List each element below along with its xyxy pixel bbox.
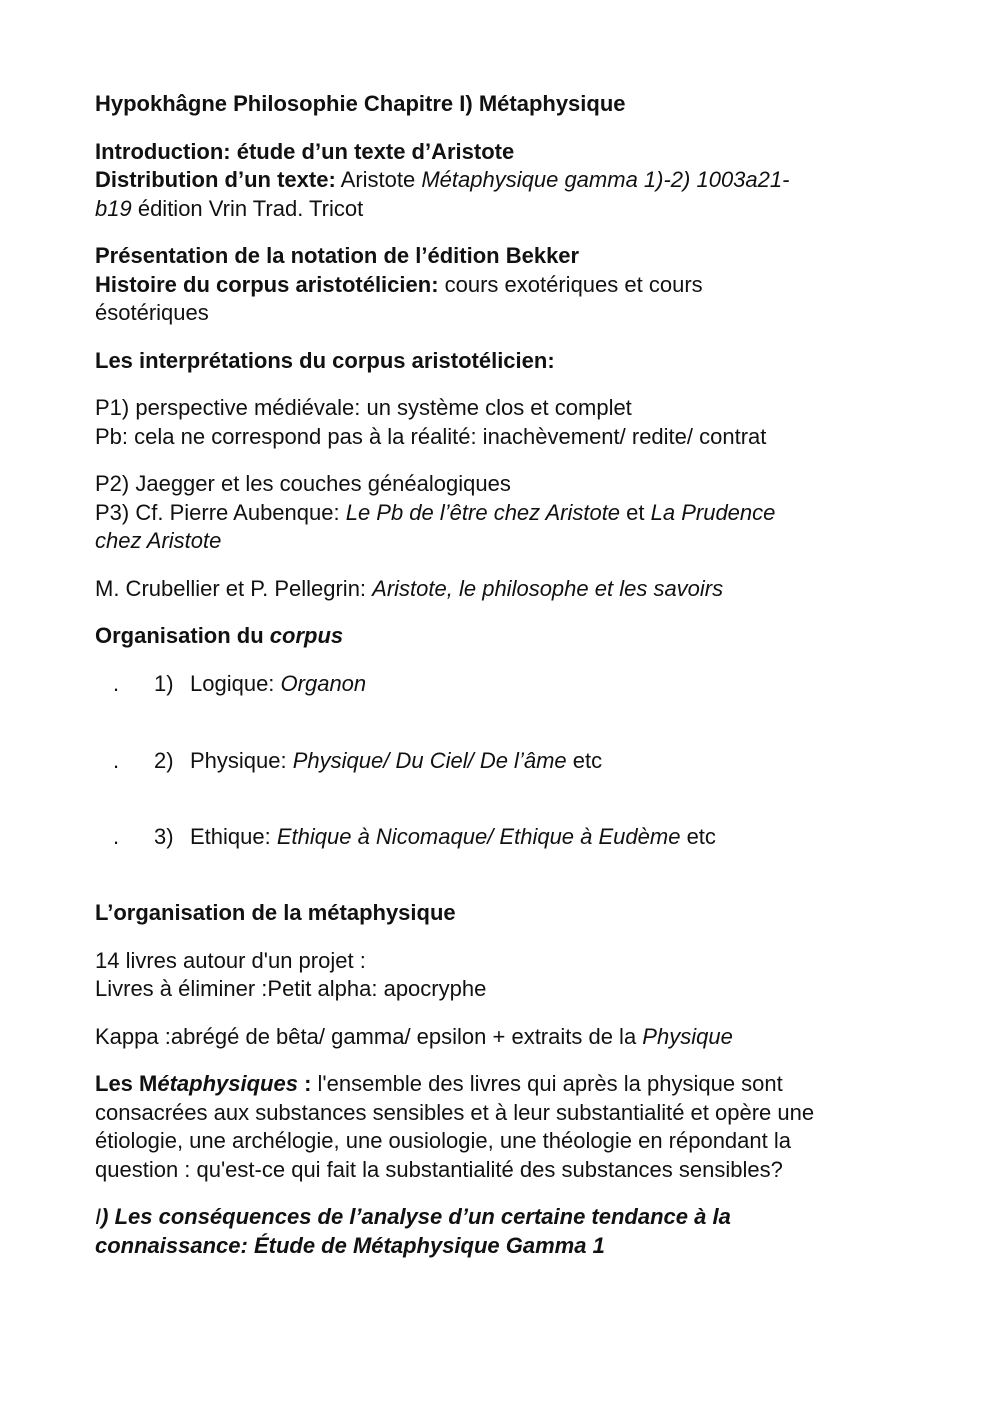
definition-line3: étiologie, une archélogie, une ousiologie, une théologie en répondant la [95, 1128, 791, 1153]
list-bullet: . [113, 823, 120, 849]
livres-block [95, 947, 915, 1004]
definition-line1: Les Métaphysiques : l'ensemble des livres qui après la physique sont [95, 1071, 783, 1096]
p2-p3-block [95, 470, 915, 556]
list-number: 2) [154, 748, 174, 773]
list-number: 3) [154, 823, 174, 849]
bekker-heading: Présentation de la notation de l’édition Bekker [95, 243, 580, 268]
livres-line1: 14 livres autour d'un projet : [95, 947, 366, 973]
history-line: Histoire du corpus aristotélicien: cours exotériques et cours [95, 271, 703, 297]
list-bullet: . [113, 670, 120, 696]
p3-line: P3) Cf. Pierre Aubenque: Le Pb de l’être chez Aristote et La Prudence [95, 499, 776, 525]
list-item [95, 747, 915, 776]
p2-line: P2) Jaegger et les couches généalogiques [95, 471, 511, 496]
metaphysique-org-heading: L’organisation de la métaphysique [95, 900, 456, 925]
p1-block [95, 394, 915, 451]
document-page [95, 90, 915, 1260]
history-line-cont: ésotériques [95, 300, 209, 325]
pb-line: Pb: cela ne correspond pas à la réalité: inachèvement/ redite/ contrat [95, 423, 767, 449]
definition-block [95, 1070, 915, 1184]
list-number: 1) [154, 670, 174, 696]
list-text: Ethique: Ethique à Nicomaque/ Ethique à Eudème etc [190, 823, 716, 849]
p1-line: P1) perspective médiévale: un système clos et complet [95, 395, 632, 420]
definition-line2: consacrées aux substances sensibles et à leur substantialité et opère une [95, 1099, 815, 1125]
section-heading-line2: connaissance: Étude de Métaphysique Gamma 1 [95, 1232, 605, 1258]
section-heading [95, 1203, 915, 1260]
organisation-heading: Organisation du corpus [95, 623, 344, 648]
crubellier-line: M. Crubellier et P. Pellegrin: Aristote, le philosophe et les savoirs [95, 575, 724, 601]
intro-heading: Introduction: étude d’un texte d’Aristote [95, 138, 515, 164]
livres-line2: Livres à éliminer :Petit alpha: apocryphe [95, 976, 487, 1001]
list-item [95, 670, 915, 699]
p3-line-cont: chez Aristote [95, 528, 222, 553]
interpretations-heading: Les interprétations du corpus aristotélicien: [95, 347, 555, 373]
list-bullet: . [113, 748, 120, 773]
intro-block [95, 138, 915, 224]
page-title: Hypokhâgne Philosophie Chapitre I) Métaphysique [95, 91, 626, 116]
definition-line4: question : qu'est-ce qui fait la substantialité des substances sensibles? [95, 1156, 783, 1182]
kappa-line: Kappa :abrégé de bêta/ gamma/ epsilon + extraits de la Physique [95, 1023, 733, 1049]
list-item [95, 823, 915, 852]
list-text: Logique: Organon [190, 670, 367, 696]
section-heading-line1: I) Les conséquences de l’analyse d’un certaine tendance à la [95, 1204, 731, 1229]
distribution-line: Distribution d’un texte: Aristote Métaphysique gamma 1)-2) 1003a21- [95, 167, 790, 192]
bekker-block [95, 242, 915, 328]
distribution-line-cont: b19 édition Vrin Trad. Tricot [95, 195, 364, 221]
list-text: Physique: Physique/ Du Ciel/ De l’âme etc [190, 748, 603, 773]
